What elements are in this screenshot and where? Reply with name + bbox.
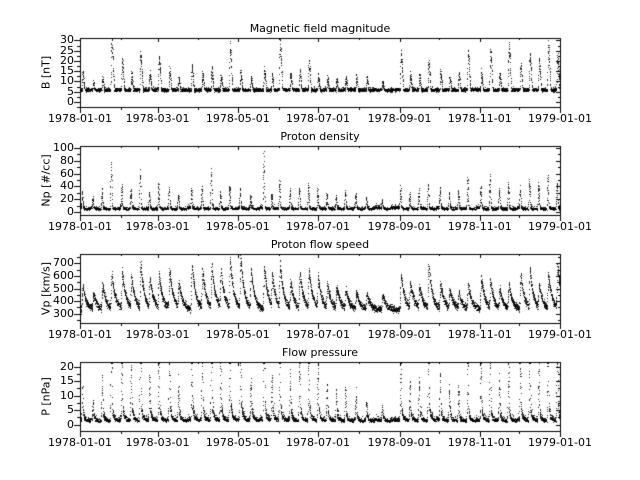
x-tick-label: 1978-01-01	[48, 436, 112, 449]
x-tick-label: 1978-11-01	[447, 436, 512, 449]
y-axis-label-b: B [nT]	[39, 55, 53, 90]
y-tick-label: 100	[53, 140, 74, 154]
y-tick-label: 5	[67, 84, 74, 98]
x-tick-label: 1979-01-01	[528, 112, 592, 125]
y-tick-label: 0	[67, 94, 74, 108]
y-tick-label: 30	[60, 33, 74, 47]
x-tick-label: 1978-01-01	[48, 112, 112, 125]
x-tick-label: 1979-01-01	[528, 220, 592, 233]
x-tick-label: 1978-01-01	[48, 220, 112, 233]
y-tick-label: 10	[60, 388, 74, 402]
y-tick-label: 60	[60, 166, 74, 180]
y-tick-label: 10	[60, 74, 74, 88]
x-tick-label: 1978-01-01	[48, 328, 112, 341]
x-tick-label: 1978-07-01	[286, 436, 350, 449]
x-tick-label: 1978-09-01	[367, 220, 432, 233]
y-tick-label: 20	[60, 53, 74, 67]
x-tick-label: 1978-09-01	[367, 112, 432, 125]
x-tick-label: 1978-03-01	[125, 112, 190, 125]
x-tick-label: 1979-01-01	[528, 436, 592, 449]
y-tick-label: 0	[67, 417, 74, 431]
panel-title-proton-flow-speed: Proton flow speed	[270, 238, 370, 251]
y-tick-label: 20	[60, 359, 74, 373]
x-tick-label: 1978-09-01	[367, 436, 432, 449]
panel-title-flow-pressure: Flow pressure	[281, 346, 359, 359]
x-tick-label: 1978-07-01	[286, 112, 350, 125]
x-tick-label: 1978-05-01	[205, 436, 270, 449]
x-tick-label: 1978-07-01	[286, 220, 350, 233]
x-tick-label: 1978-07-01	[286, 328, 350, 341]
x-tick-label: 1978-05-01	[205, 328, 270, 341]
y-tick-label: 500	[53, 281, 74, 295]
y-tick-label: 80	[60, 153, 74, 167]
x-tick-label: 1978-03-01	[125, 436, 190, 449]
x-tick-label: 1978-11-01	[447, 112, 512, 125]
x-tick-label: 1978-11-01	[447, 328, 512, 341]
y-tick-label: 15	[60, 374, 74, 388]
x-tick-label: 1978-09-01	[367, 328, 432, 341]
y-axis-label-vp: Vp [km/s]	[39, 261, 53, 316]
x-tick-label: 1978-03-01	[125, 220, 190, 233]
y-axis-label-p: P [nPa]	[39, 377, 53, 416]
x-tick-label: 1979-01-01	[528, 328, 592, 341]
x-tick-label: 1978-11-01	[447, 220, 512, 233]
x-tick-label: 1978-05-01	[205, 112, 270, 125]
panel-title-magnetic-field: Magnetic field magnitude	[249, 22, 391, 35]
y-axis-label-np: Np [#/cc]	[39, 154, 53, 207]
y-tick-label: 40	[60, 179, 74, 193]
panel-title-proton-density: Proton density	[280, 130, 360, 143]
y-tick-label: 15	[60, 64, 74, 78]
y-tick-label: 25	[60, 43, 74, 57]
y-tick-label: 5	[67, 403, 74, 417]
y-tick-label: 300	[53, 306, 74, 320]
x-tick-label: 1978-05-01	[205, 220, 270, 233]
y-tick-label: 20	[60, 192, 74, 206]
y-tick-label: 600	[53, 268, 74, 282]
y-tick-label: 700	[53, 256, 74, 270]
y-tick-label: 0	[67, 205, 74, 219]
x-tick-label: 1978-03-01	[125, 328, 190, 341]
y-tick-label: 400	[53, 294, 74, 308]
